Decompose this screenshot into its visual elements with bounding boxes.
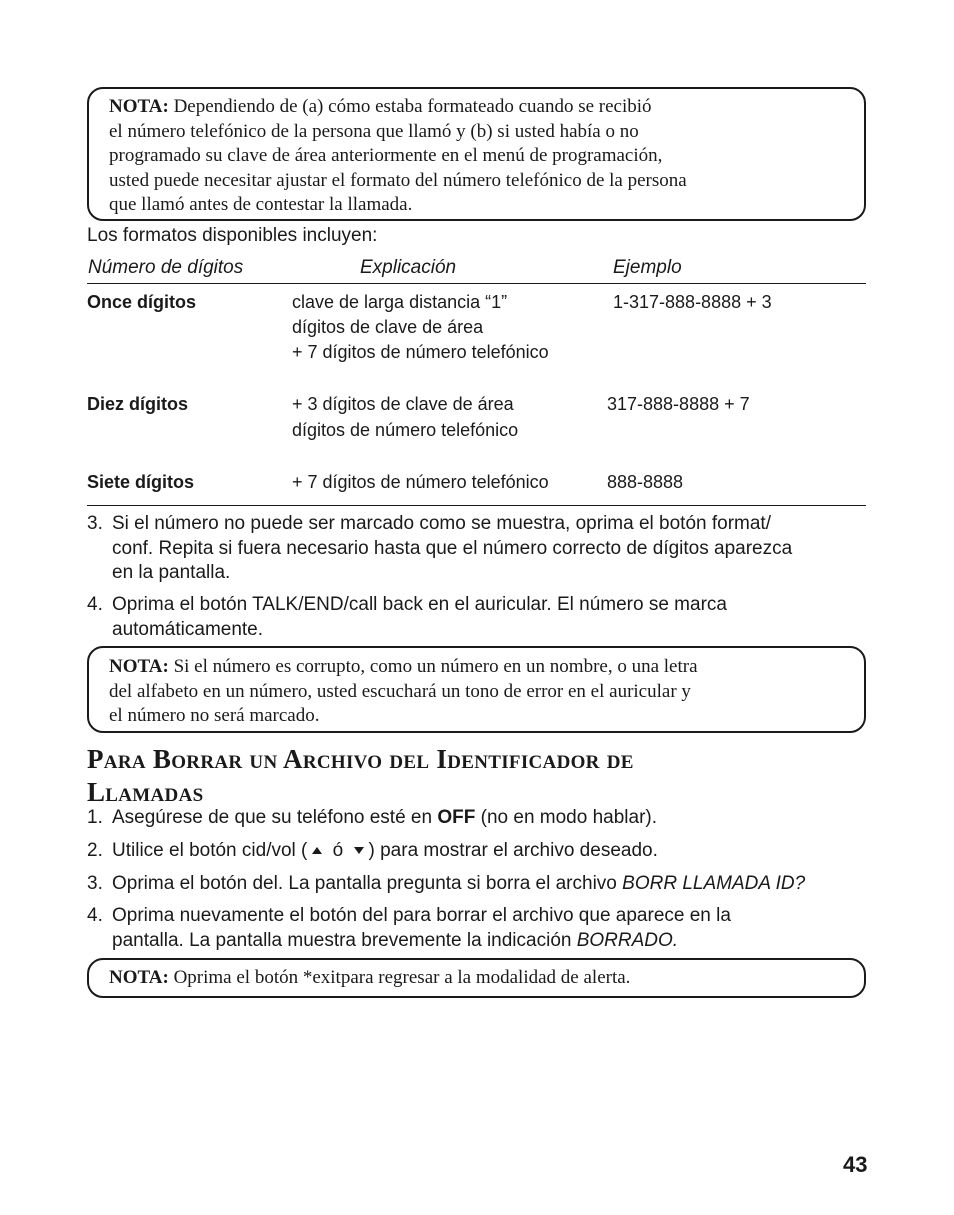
section-heading-cont: Llamadas: [87, 777, 204, 807]
table-row-name: Once dígitos: [87, 292, 197, 312]
note-box-format: [87, 87, 866, 221]
list-item-step-4b: 4. Oprima nuevamente el botón del para borrar el archivo que aparece en la pantalla. La pantalla muestra brevemente la indicación BORRADO.: [87, 905, 731, 951]
table-header-digits: Número de dígitos: [88, 257, 244, 278]
table-row-explanation: + 3 dígitos de clave de área: [292, 394, 514, 414]
section-heading: Para Borrar un Archivo del Identificador de: [87, 744, 634, 774]
note-line: usted puede necesitar ajustar el formato del número telefónico de la persona: [109, 169, 687, 191]
note-line: NOTA: Dependiendo de (a) cómo estaba formateado cuando se recibió: [109, 96, 652, 117]
table-row-explanation: clave de larga distancia “1”: [292, 292, 508, 312]
list-item-step-1: 1. Asegúrese de que su teléfono esté en OFF (no en modo hablar).: [87, 807, 658, 828]
table-row-example: 888-8888: [607, 472, 684, 492]
table-bottom-rule: [87, 505, 866, 506]
note-box-error: [87, 646, 866, 733]
table-row-example: 317-888-8888 + 7: [607, 394, 750, 414]
table-row-name: Diez dígitos: [87, 394, 189, 414]
note-box-exit: [87, 958, 866, 998]
note-line: del alfabeto en un número, usted escuchará un tono de error en el auricular y: [109, 680, 691, 702]
table-row-explanation: dígitos de número telefónico: [292, 420, 519, 440]
table-top-rule: [87, 283, 866, 284]
note-line: programado su clave de área anteriormente en el menú de programación,: [109, 145, 663, 166]
note-label: NOTA:: [109, 656, 169, 677]
note-label: NOTA:: [109, 96, 169, 117]
list-item-step-3b: 3. Oprima el botón del. La pantalla pregunta si borra el archivo BORR LLAMADA ID?: [87, 873, 806, 894]
note-line: el número no será marcado.: [109, 705, 320, 726]
table-header-explanation: Explicación: [360, 257, 457, 278]
table-row-explanation: + 7 dígitos de número telefónico: [292, 342, 549, 362]
list-item-step-2: 2. Utilice el botón cid/vol ( ó ) para mostrar el archivo deseado.: [87, 840, 658, 861]
note-line: NOTA: Si el número es corrupto, como un número en un nombre, o una letra: [109, 656, 698, 677]
arrow-down-icon: [354, 847, 364, 854]
list-item-step-3: 3. Si el número no puede ser marcado como se muestra, oprima el botón format/ conf. Repita si fuera necesario hasta que el número correcto de dígitos aparezca en la pantalla.: [87, 513, 793, 583]
table-row-explanation: + 7 dígitos de número telefónico: [292, 472, 549, 492]
table-row-name: Siete dígitos: [87, 472, 195, 492]
page-number: 43: [843, 1152, 868, 1177]
table-header-example: Ejemplo: [613, 257, 682, 278]
note-line: NOTA: Oprima el botón *exitpara regresar a la modalidad de alerta.: [109, 967, 631, 988]
list-item-step-4: 4. Oprima el botón TALK/END/call back en el auricular. El número se marca automáticamente.: [87, 594, 727, 640]
arrow-up-icon: [312, 847, 322, 854]
note-line: que llamó antes de contestar la llamada.: [109, 194, 413, 215]
table-row-example: 1-317-888-8888 + 3: [613, 292, 772, 312]
table-row-explanation: dígitos de clave de área: [292, 317, 484, 337]
formats-intro: Los formatos disponibles incluyen:: [87, 225, 378, 246]
note-line: el número telefónico de la persona que llamó y (b) si usted había o no: [109, 120, 639, 142]
note-label: NOTA:: [109, 967, 169, 988]
